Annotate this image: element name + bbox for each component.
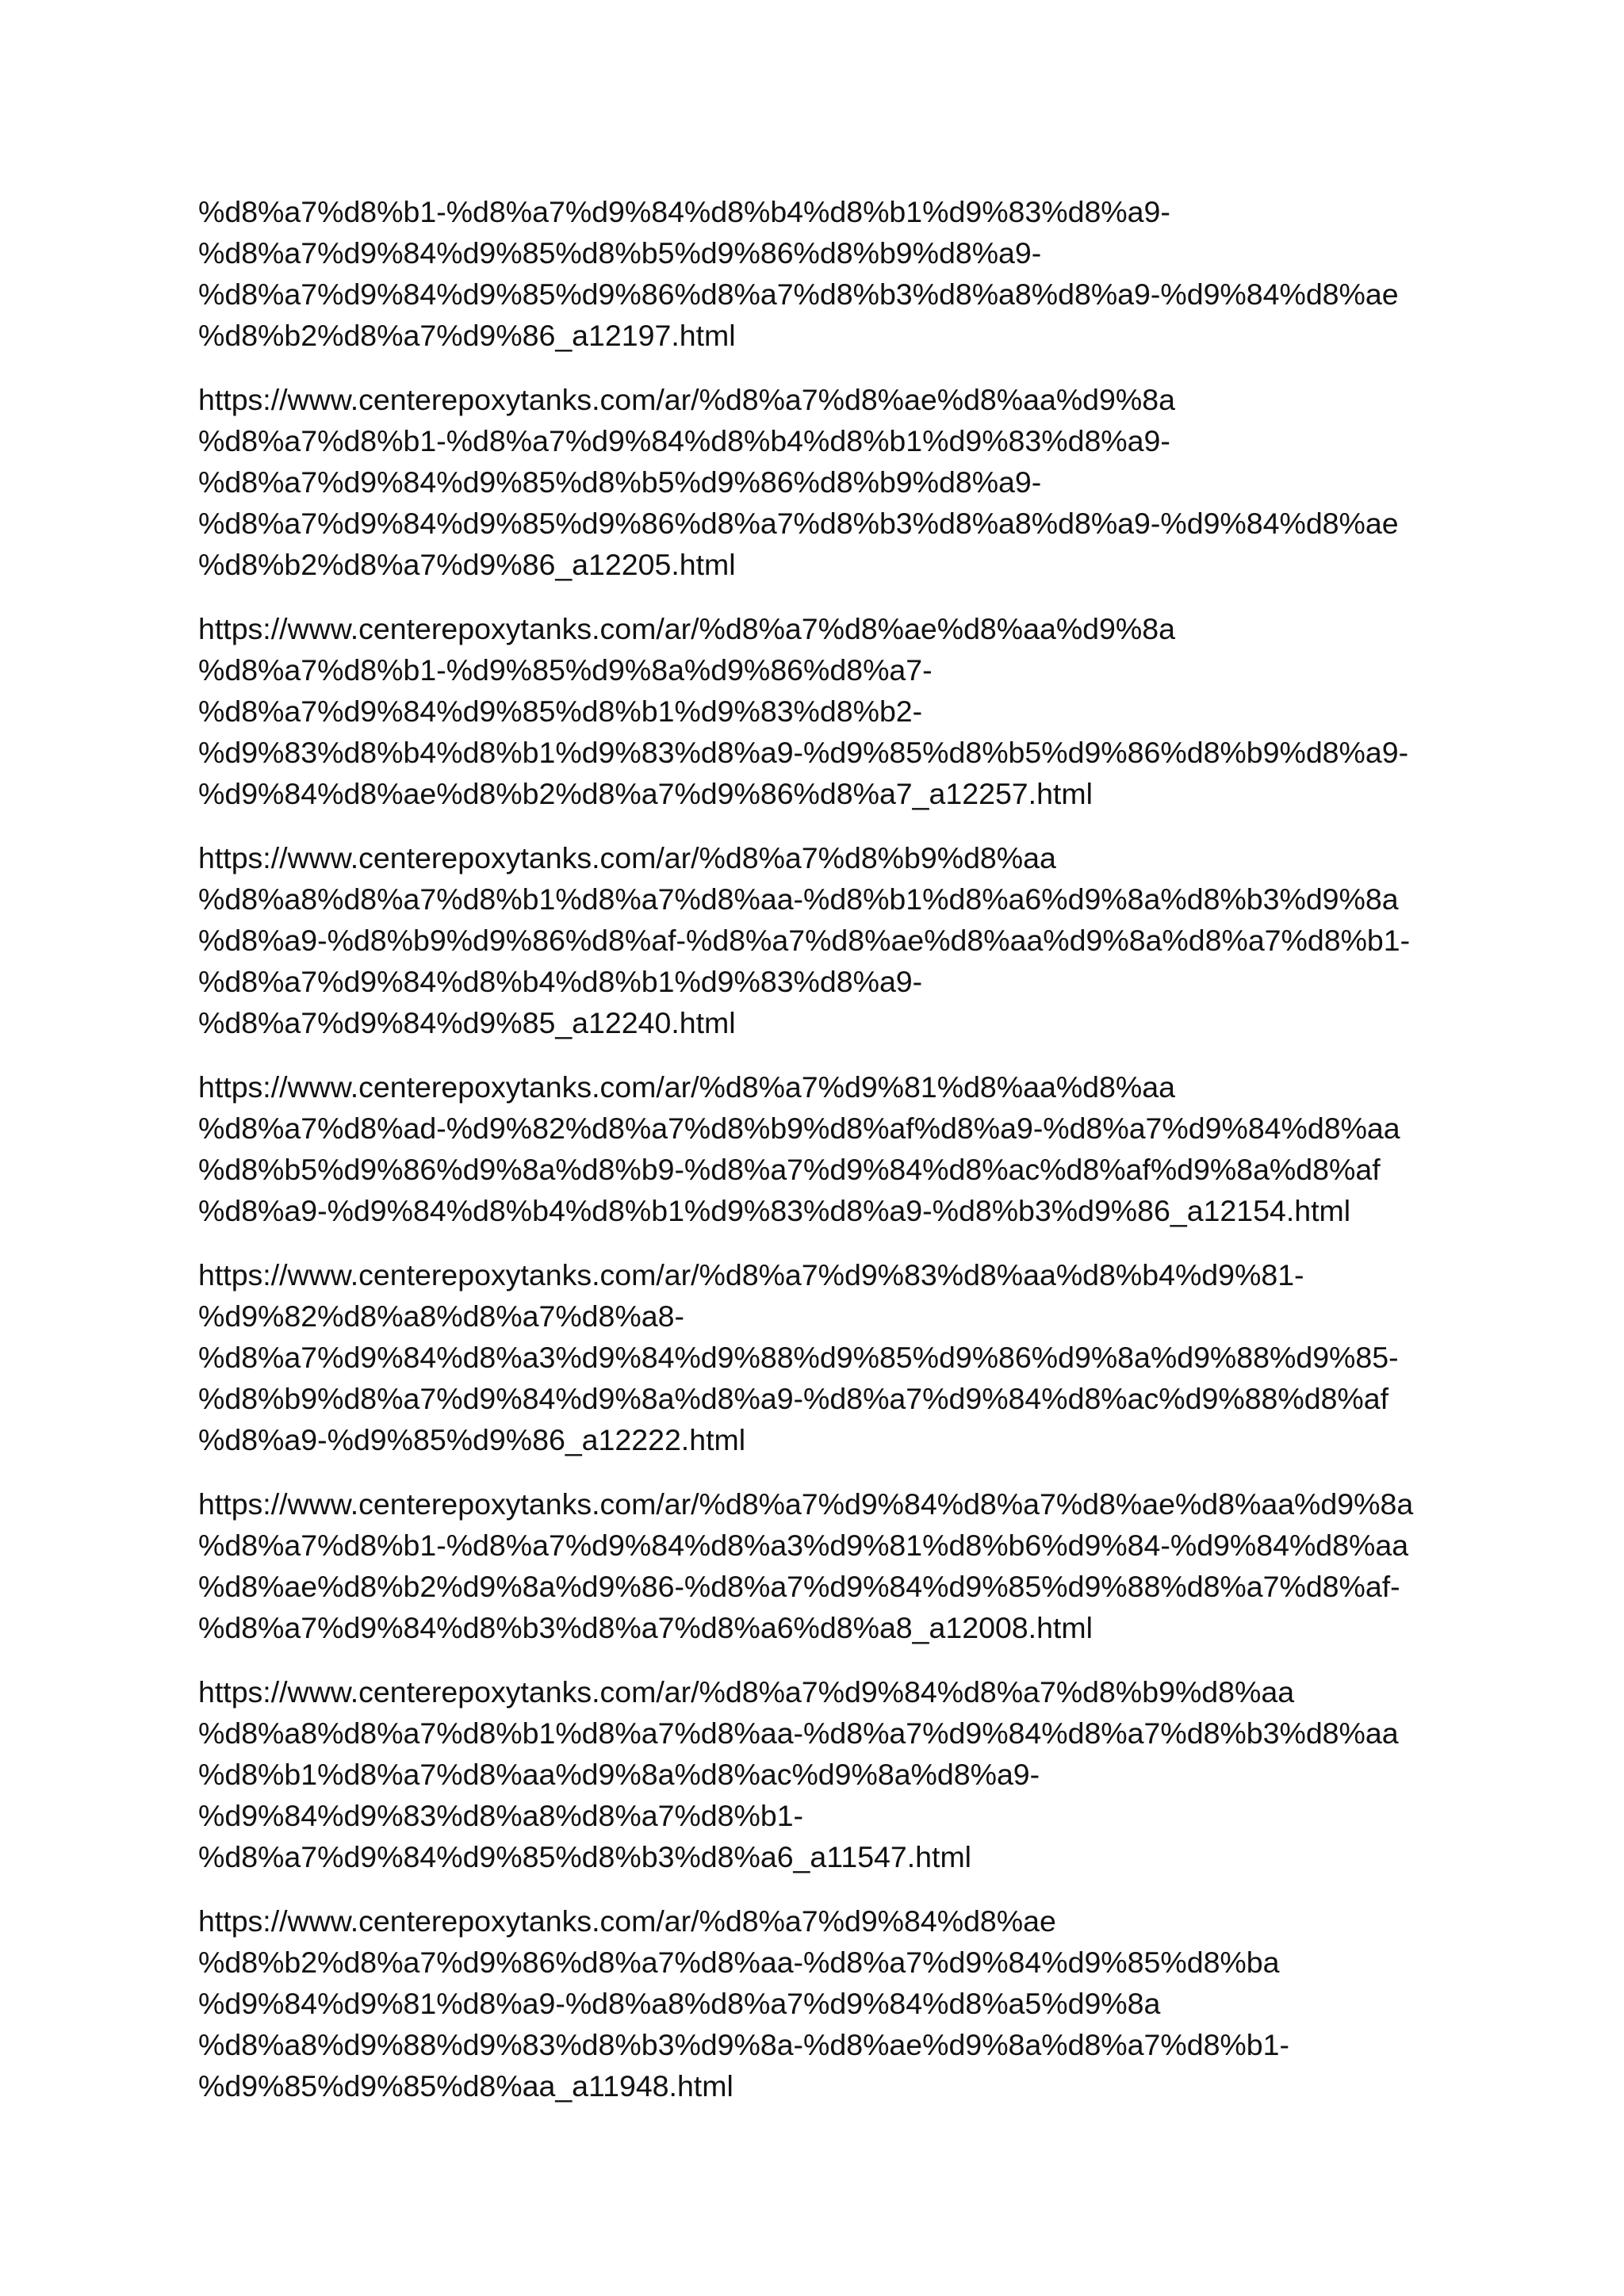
url-line: %d8%b2%d8%a7%d9%86%d8%a7%d8%aa-%d8%a7%d9%84%d9%85%d8%ba — [198, 1946, 1280, 1979]
url-line: https://www.centerepoxytanks.com/ar/%d8%a7%d9%81%d8%aa%d8%aa — [198, 1070, 1175, 1104]
url-entry — [198, 1671, 1435, 1877]
url-line: %d8%a7%d9%84%d8%b3%d8%a7%d8%a6%d8%a8_a12008.html — [198, 1611, 1093, 1644]
url-line: %d8%a9-%d9%85%d9%86_a12222.html — [198, 1423, 746, 1456]
url-line: %d8%a9-%d8%b9%d9%86%d8%af-%d8%a7%d8%ae%d8%aa%d9%8a%d8%a7%d8%b1- — [198, 924, 1411, 957]
url-line: %d8%b2%d8%a7%d9%86_a12197.html — [198, 319, 736, 352]
url-line: %d8%b2%d8%a7%d9%86_a12205.html — [198, 548, 736, 581]
url-entry — [198, 608, 1435, 814]
url-entry — [198, 191, 1435, 356]
url-line: %d8%a7%d9%84%d9%85%d9%86%d8%a7%d8%b3%d8%a8%d8%a9-%d9%84%d8%ae — [198, 277, 1399, 311]
url-line: %d8%a7%d8%b1-%d8%a7%d9%84%d8%b4%d8%b1%d9%83%d8%a9- — [198, 424, 1170, 457]
url-line: %d8%a7%d9%84%d9%85%d8%b1%d9%83%d8%b2- — [198, 695, 923, 728]
url-line: %d8%a8%d9%88%d9%83%d8%b3%d9%8a-%d8%ae%d9%8a%d8%a7%d8%b1- — [198, 2028, 1289, 2061]
url-line: %d8%a8%d8%a7%d8%b1%d8%a7%d8%aa-%d8%a7%d9%84%d8%a7%d8%b3%d8%aa — [198, 1716, 1399, 1750]
url-line: https://www.centerepoxytanks.com/ar/%d8%a7%d8%ae%d8%aa%d9%8a — [198, 383, 1175, 416]
url-line: %d8%b1%d8%a7%d8%aa%d9%8a%d8%ac%d9%8a%d8%a9- — [198, 1758, 1040, 1791]
url-line: https://www.centerepoxytanks.com/ar/%d8%a7%d9%84%d8%a7%d8%ae%d8%aa%d9%8a — [198, 1487, 1414, 1521]
url-line: %d8%a8%d8%a7%d8%b1%d8%a7%d8%aa-%d8%b1%d8%a6%d9%8a%d8%b3%d9%8a — [198, 882, 1399, 916]
url-line: %d8%a7%d9%84%d9%85%d8%b5%d9%86%d8%b9%d8%a9- — [198, 465, 1042, 499]
url-line: %d8%a7%d8%ad-%d9%82%d8%a7%d8%b9%d8%af%d8%a9-%d8%a7%d9%84%d8%aa — [198, 1112, 1400, 1145]
url-line: %d8%a7%d8%b1-%d9%85%d9%8a%d9%86%d8%a7- — [198, 653, 933, 687]
url-line: %d8%ae%d8%b2%d9%8a%d9%86-%d8%a7%d9%84%d9%85%d9%88%d8%a7%d8%af- — [198, 1570, 1400, 1603]
url-line: %d8%a7%d9%84%d8%b4%d8%b1%d9%83%d8%a9- — [198, 965, 923, 998]
url-entry — [198, 379, 1435, 585]
url-entry — [198, 837, 1435, 1043]
url-line: %d8%a9-%d9%84%d8%b4%d8%b1%d9%83%d8%a9-%d8%b3%d9%86_a12154.html — [198, 1194, 1351, 1227]
url-entry — [198, 1254, 1435, 1460]
url-entry — [198, 1900, 1435, 2107]
url-line: https://www.centerepoxytanks.com/ar/%d8%a7%d9%84%d8%a7%d8%b9%d8%aa — [198, 1675, 1295, 1709]
url-line: https://www.centerepoxytanks.com/ar/%d8%a7%d8%ae%d8%aa%d9%8a — [198, 612, 1175, 645]
url-line: %d9%82%d8%a8%d8%a7%d8%a8- — [198, 1299, 684, 1333]
url-line: %d8%b9%d8%a7%d9%84%d9%8a%d8%a9-%d8%a7%d9%84%d8%ac%d9%88%d8%af — [198, 1382, 1389, 1415]
url-line: %d8%a7%d9%84%d8%a3%d9%84%d9%88%d9%85%d9%86%d9%8a%d9%88%d9%85- — [198, 1341, 1399, 1374]
url-list — [198, 191, 1435, 2130]
url-line: %d9%84%d9%83%d8%a8%d8%a7%d8%b1- — [198, 1799, 804, 1832]
url-line: %d8%a7%d8%b1-%d8%a7%d9%84%d8%b4%d8%b1%d9%83%d8%a9- — [198, 195, 1170, 228]
url-line: %d9%84%d8%ae%d8%b2%d8%a7%d9%86%d8%a7_a12257.html — [198, 777, 1093, 810]
url-line: %d8%a7%d9%84%d9%85%d8%b5%d9%86%d8%b9%d8%a9- — [198, 236, 1042, 270]
url-line: https://www.centerepoxytanks.com/ar/%d8%a7%d9%84%d8%ae — [198, 1904, 1056, 1938]
url-entry — [198, 1483, 1435, 1648]
url-line: %d8%a7%d9%84%d9%85_a12240.html — [198, 1006, 736, 1039]
url-line: %d9%84%d9%81%d8%a9-%d8%a8%d8%a7%d9%84%d8%a5%d9%8a — [198, 1987, 1161, 2020]
url-line: %d8%a7%d8%b1-%d8%a7%d9%84%d8%a3%d9%81%d8%b6%d9%84-%d9%84%d8%aa — [198, 1529, 1409, 1562]
url-line: %d8%a7%d9%84%d9%85%d9%86%d8%a7%d8%b3%d8%a8%d8%a9-%d9%84%d8%ae — [198, 507, 1399, 540]
url-line: https://www.centerepoxytanks.com/ar/%d8%a7%d8%b9%d8%aa — [198, 841, 1056, 874]
url-line: %d8%a7%d9%84%d9%85%d8%b3%d8%a6_a11547.html — [198, 1840, 972, 1873]
url-line: %d9%85%d9%85%d8%aa_a11948.html — [198, 2069, 733, 2103]
url-line: %d8%b5%d9%86%d9%8a%d8%b9-%d8%a7%d9%84%d8%ac%d8%af%d9%8a%d8%af — [198, 1153, 1381, 1186]
url-entry — [198, 1066, 1435, 1231]
url-line: %d9%83%d8%b4%d8%b1%d9%83%d8%a9-%d9%85%d8%b5%d9%86%d8%b9%d8%a9- — [198, 736, 1409, 769]
url-line: https://www.centerepoxytanks.com/ar/%d8%a7%d9%83%d8%aa%d8%b4%d9%81- — [198, 1258, 1304, 1292]
